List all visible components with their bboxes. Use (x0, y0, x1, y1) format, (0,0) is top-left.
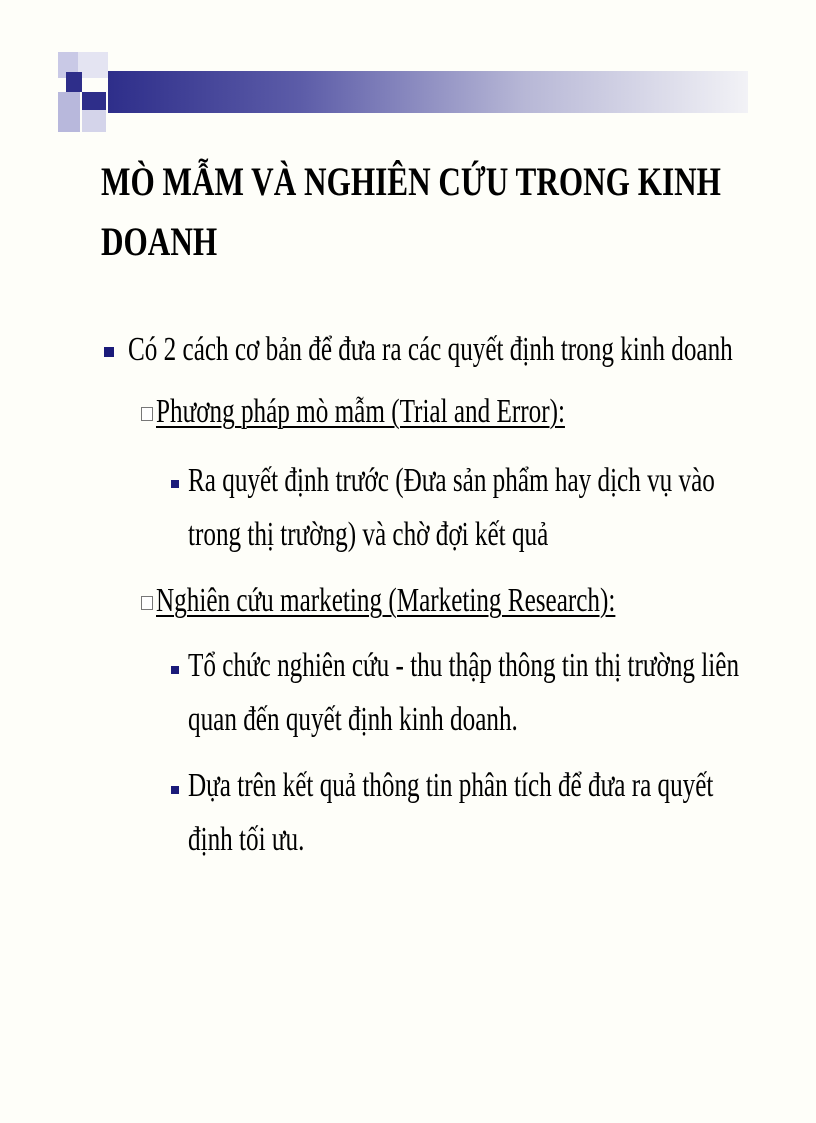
sub-heading-marketing-research: Nghiên cứu marketing (Marketing Research): (156, 582, 616, 619)
header-decoration (0, 0, 816, 140)
title-line-1: MÒ MẪM VÀ NGHIÊN CỨU TRONG KINH (101, 159, 721, 204)
sub2-item1-line-1: Tổ chức nghiên cứu - thu thập thông tin thị trường liên (188, 647, 740, 684)
small-square-bullet-icon (171, 480, 179, 488)
deco-square (78, 52, 108, 78)
checkbox-bullet-icon (141, 407, 153, 421)
deco-square (82, 110, 106, 132)
small-square-bullet-icon (171, 666, 179, 674)
sub2-item2-line-2: định tối ưu. (188, 821, 305, 858)
square-bullet-icon (104, 347, 114, 357)
sub-heading-trial-error: Phương pháp mò mẫm (Trial and Error): (156, 393, 565, 430)
sub1-item-line-1: Ra quyết định trước (Đưa sản phẩm hay dịch vụ vào (188, 462, 715, 499)
deco-square (66, 72, 82, 92)
bullet-text: Có 2 cách cơ bản để đưa ra các quyết định trong kinh doanh (128, 331, 733, 368)
small-square-bullet-icon (171, 786, 179, 794)
header-gradient-bar (108, 71, 748, 113)
sub2-item2-line-1: Dựa trên kết quả thông tin phân tích để đưa ra quyết (188, 767, 714, 804)
checkbox-bullet-icon (141, 596, 153, 610)
deco-square (82, 92, 106, 110)
slide-title (101, 152, 721, 272)
title-line-2: DOANH (101, 219, 218, 264)
deco-square (58, 92, 80, 132)
sub2-item1-line-2: quan đến quyết định kinh doanh. (188, 701, 518, 738)
sub1-item-line-2: trong thị trường) và chờ đợi kết quả (188, 516, 549, 553)
